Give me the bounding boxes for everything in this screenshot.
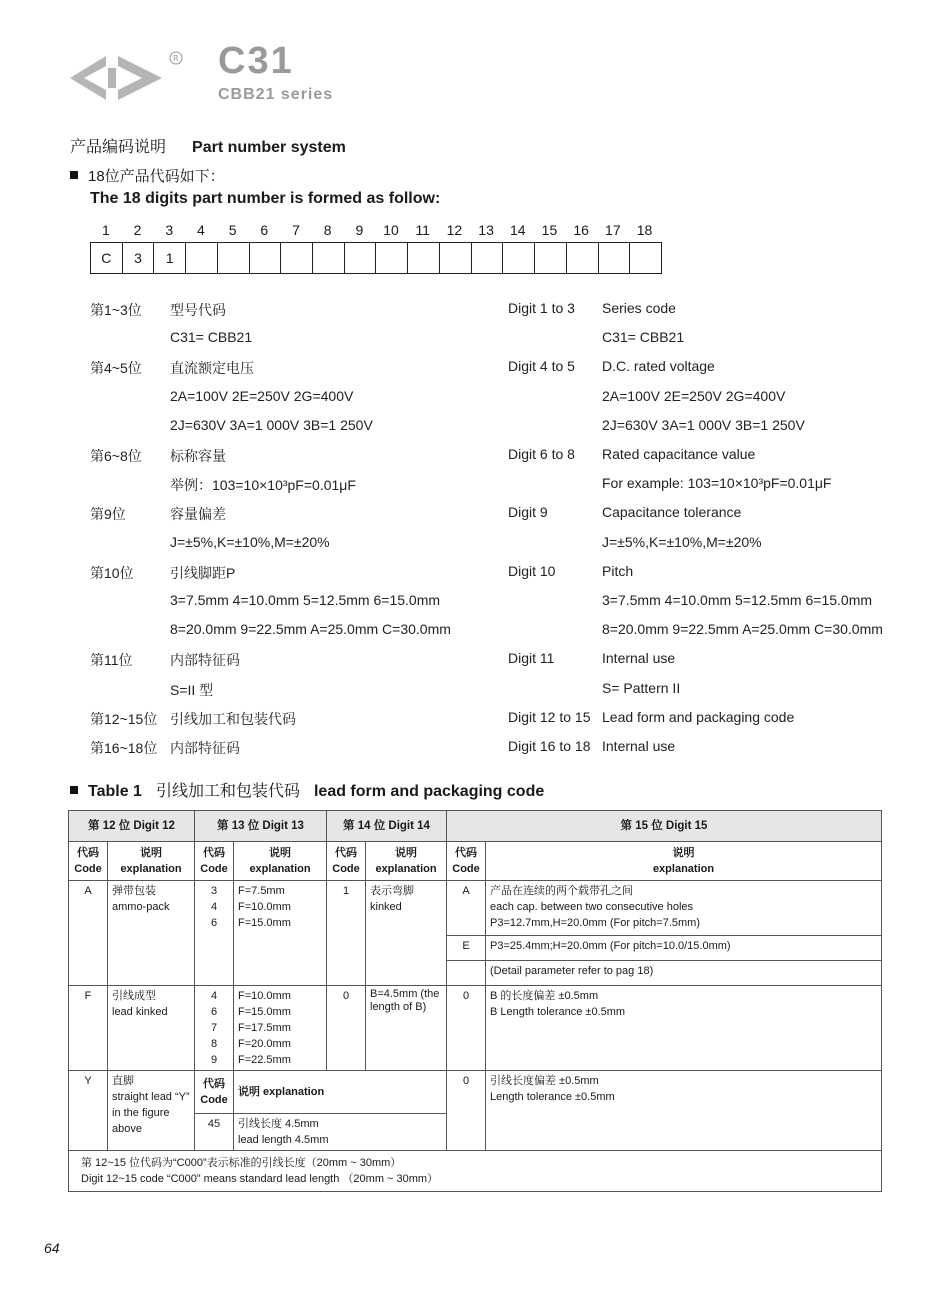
table-footer-row	[69, 1151, 882, 1192]
digit-position-label: 13	[478, 222, 494, 238]
digit-box-row	[90, 242, 662, 274]
header-explanation: 说明 explanation	[234, 842, 327, 881]
spec-en-text: 8=20.0mm 9=22.5mm A=25.0mm C=30.0mm	[602, 621, 883, 637]
cell-explanation: 引线长度 4.5mm lead length 4.5mm	[234, 1114, 447, 1151]
spec-en-label: Digit 12 to 15	[508, 709, 591, 725]
spec-cn-label: 第6~8位	[90, 448, 142, 464]
digit-box	[502, 243, 534, 273]
series-subtitle: CBB21 series	[218, 86, 334, 103]
intro-bullet-text: 18位产品代码如下：	[88, 168, 225, 185]
digit-box	[566, 243, 598, 273]
spec-en-label: Digit 4 to 5	[508, 358, 575, 374]
digit-position-label: 14	[509, 222, 526, 238]
cell-value-list: F=10.0mm F=15.0mm F=17.5mm F=20.0mm F=22.5mm	[234, 986, 327, 1071]
cell-explanation: 引线长度偏差 ±0.5mm Length tolerance ±0.5mm	[486, 1071, 882, 1151]
cell-code-list: 4 6 7 8 9	[195, 986, 234, 1071]
table-row	[69, 881, 882, 936]
cell-value-list: F=7.5mm F=10.0mm F=15.0mm	[234, 881, 327, 986]
spec-cn-text: C31= CBB21	[170, 329, 253, 345]
table-row	[69, 986, 882, 1071]
table-row	[69, 1071, 882, 1114]
spec-cn-text: 直流额定电压	[170, 360, 254, 376]
spec-cn-label: 第10位	[90, 565, 134, 581]
digit-box	[185, 243, 217, 273]
spec-en-text: Internal use	[602, 650, 676, 666]
spec-cn-text: 引线脚距P	[170, 565, 236, 581]
spec-cn-text: 容量偏差	[170, 506, 226, 522]
digit-position-label: 9	[355, 222, 364, 238]
svg-text:R: R	[173, 54, 179, 63]
digit-box	[407, 243, 439, 273]
spec-en-text: C31= CBB21	[602, 329, 685, 345]
spec-cn-text: 内部特征码	[170, 652, 240, 668]
cell-explanation: 弹带包装 ammo-pack	[108, 881, 195, 986]
cell-explanation: B 的长度偏差 ±0.5mm B Length tolerance ±0.5mm	[486, 986, 882, 1071]
spec-cn-label: 第11位	[90, 652, 133, 668]
section-title	[70, 134, 346, 157]
header-digit14: 第 14 位 Digit 14	[327, 811, 447, 842]
cell-explanation: 产品在连续的两个载带孔之间 each cap. between two consecutive holes P3=12.7mm,H=20.0mm (For pitch=7.5mm)	[486, 881, 882, 936]
spec-en-text: Series code	[602, 300, 676, 316]
company-logo	[66, 50, 186, 106]
spec-en-text: Internal use	[602, 738, 676, 754]
bullet-square-icon	[70, 171, 78, 179]
cell-explanation: P3=25.4mm;H=20.0mm (For pitch=10.0/15.0mm)	[486, 936, 882, 961]
spec-cn-text: S=II 型	[170, 682, 214, 698]
cell-code: 0	[327, 986, 366, 1071]
sub-header-code: 代码 Code	[195, 1071, 234, 1114]
digit-box	[280, 243, 312, 273]
header-code: 代码 Code	[327, 842, 366, 881]
cell-code: A	[69, 881, 108, 986]
bullet-square-icon	[70, 786, 78, 794]
table-title	[70, 778, 544, 801]
cell-explanation: 表示弯脚 kinked	[366, 881, 447, 986]
digit-box	[439, 243, 471, 273]
cell-code: 0	[447, 1071, 486, 1151]
digit-position-label: 16	[573, 222, 589, 238]
cell-explanation: 引线成型 lead kinked	[108, 986, 195, 1071]
spec-cn-label: 第16~18位	[90, 740, 158, 756]
digit-box	[598, 243, 630, 273]
spec-cn-text: 8=20.0mm 9=22.5mm A=25.0mm C=30.0mm	[170, 621, 451, 637]
spec-en-text: D.C. rated voltage	[602, 358, 715, 374]
spec-en-label: Digit 1 to 3	[508, 300, 575, 316]
spec-cn-text: J=±5%,K=±10%,M=±20%	[170, 534, 330, 550]
digit-box	[629, 243, 661, 273]
digit-position-label: 2	[133, 222, 142, 238]
digit-position-label: 17	[605, 222, 621, 238]
digit-position-label: 10	[383, 222, 399, 238]
digit-box	[471, 243, 503, 273]
digit-position-label: 4	[197, 222, 205, 238]
spec-en-label: Digit 6 to 8	[508, 446, 575, 462]
digit-position-label: 6	[260, 222, 269, 238]
spec-cn-label: 第9位	[90, 506, 126, 522]
spec-cn-text: 标称容量	[170, 448, 226, 464]
digit-box	[344, 243, 376, 273]
lead-form-table	[68, 810, 882, 1192]
spec-cn-label: 第4~5位	[90, 360, 142, 376]
digit-position-row	[90, 222, 662, 238]
model-title: C31	[218, 40, 294, 82]
cell-code: A	[447, 881, 486, 936]
digit-position-label: 15	[541, 222, 558, 238]
digit-box: 1	[153, 243, 185, 273]
digit-position-label: 8	[323, 222, 332, 238]
spec-cn-label: 第1~3位	[90, 302, 142, 318]
header-explanation: 说明 explanation	[366, 842, 447, 881]
page-number: 64	[44, 1240, 60, 1256]
spec-cn-text: 2A=100V 2E=250V 2G=400V	[170, 388, 354, 404]
cell-explanation: B=4.5mm (the length of B)	[366, 986, 447, 1071]
table-title-en2: lead form and packaging code	[313, 783, 545, 800]
header-code: 代码 Code	[69, 842, 108, 881]
digit-position-label: 11	[415, 222, 430, 238]
digit-box	[217, 243, 249, 273]
header-explanation: 说明 explanation	[108, 842, 195, 881]
digit-box: 3	[122, 243, 154, 273]
digit-box	[375, 243, 407, 273]
cell-code: 0	[447, 986, 486, 1071]
spec-en-text: For example: 103=10×10³pF=0.01μF	[602, 475, 832, 491]
digit-position-label: 18	[636, 222, 653, 238]
digit-box	[534, 243, 566, 273]
spec-en-label: Digit 16 to 18	[508, 738, 591, 754]
spec-en-text: Capacitance tolerance	[602, 504, 742, 520]
intro-bullet	[70, 165, 225, 186]
spec-cn-text: 2J=630V 3A=1 000V 3B=1 250V	[170, 417, 373, 433]
spec-en-label: Digit 9	[508, 504, 548, 520]
digit-position-label: 5	[228, 222, 237, 238]
spec-cn-label: 第12~15位	[90, 711, 158, 727]
header-explanation: 说明 explanation	[486, 842, 882, 881]
digit-box: C	[101, 250, 112, 266]
spec-en-text: 2A=100V 2E=250V 2G=400V	[602, 388, 786, 404]
cell-code-list: 3 4 6	[195, 881, 234, 986]
header-code: 代码 Code	[447, 842, 486, 881]
cell-note: (Detail parameter refer to pag 18)	[486, 961, 882, 986]
spec-en-text: S= Pattern II	[602, 680, 681, 696]
intro-subtitle: The 18 digits part number is formed as follow:	[90, 190, 441, 207]
digit-position-label: 1	[101, 222, 110, 238]
cell-empty	[447, 961, 486, 986]
table-title-cn: 引线加工和包装代码	[155, 783, 300, 800]
header-digit15: 第 15 位 Digit 15	[447, 811, 882, 842]
cell-code: Y	[69, 1071, 108, 1151]
table-title-en: Table 1	[88, 783, 142, 800]
digit-box	[312, 243, 344, 273]
section-title-en: Part number system	[192, 139, 346, 156]
section-title-cn: 产品编码说明	[70, 139, 167, 156]
cell-explanation: 直脚 straight lead “Y” in the figure above	[108, 1071, 195, 1151]
cell-code: 1	[327, 881, 366, 986]
spec-cn-text: 3=7.5mm 4=10.0mm 5=12.5mm 6=15.0mm	[170, 592, 441, 608]
spec-en-label: Digit 11	[508, 650, 555, 666]
spec-cn-text: 型号代码	[170, 302, 226, 318]
header-digit13: 第 13 位 Digit 13	[195, 811, 327, 842]
header-digit12: 第 12 位 Digit 12	[69, 811, 195, 842]
spec-en-text: Lead form and packaging code	[602, 709, 795, 725]
cell-code: 45	[195, 1114, 234, 1151]
spec-cn-text: 举例：103=10×10³pF=0.01μF	[170, 477, 356, 493]
table-footer: 第 12~15 位代码为“C000”表示标准的引线长度（20mm ~ 30mm） Digit 12~15 code “C000” means standard lead length （20mm ~ 30mm）	[69, 1151, 882, 1192]
header-code: 代码 Code	[195, 842, 234, 881]
spec-en-text: 3=7.5mm 4=10.0mm 5=12.5mm 6=15.0mm	[602, 592, 873, 608]
spec-en-text: J=±5%,K=±10%,M=±20%	[602, 534, 762, 550]
spec-cn-text: 内部特征码	[170, 740, 240, 756]
spec-en-text: Pitch	[602, 563, 634, 579]
digit-position-label: 12	[446, 222, 463, 238]
spec-en-label: Digit 10	[508, 563, 556, 579]
digit-position-label: 3	[165, 222, 174, 238]
digit-box	[249, 243, 281, 273]
sub-header-explanation: 说明 explanation	[234, 1071, 447, 1114]
digit-position-label: 7	[292, 222, 300, 238]
cell-code: F	[69, 986, 108, 1071]
spec-cn-text: 引线加工和包装代码	[170, 711, 296, 727]
spec-en-text: 2J=630V 3A=1 000V 3B=1 250V	[602, 417, 805, 433]
spec-en-text: Rated capacitance value	[602, 446, 756, 462]
cell-code: E	[447, 936, 486, 961]
